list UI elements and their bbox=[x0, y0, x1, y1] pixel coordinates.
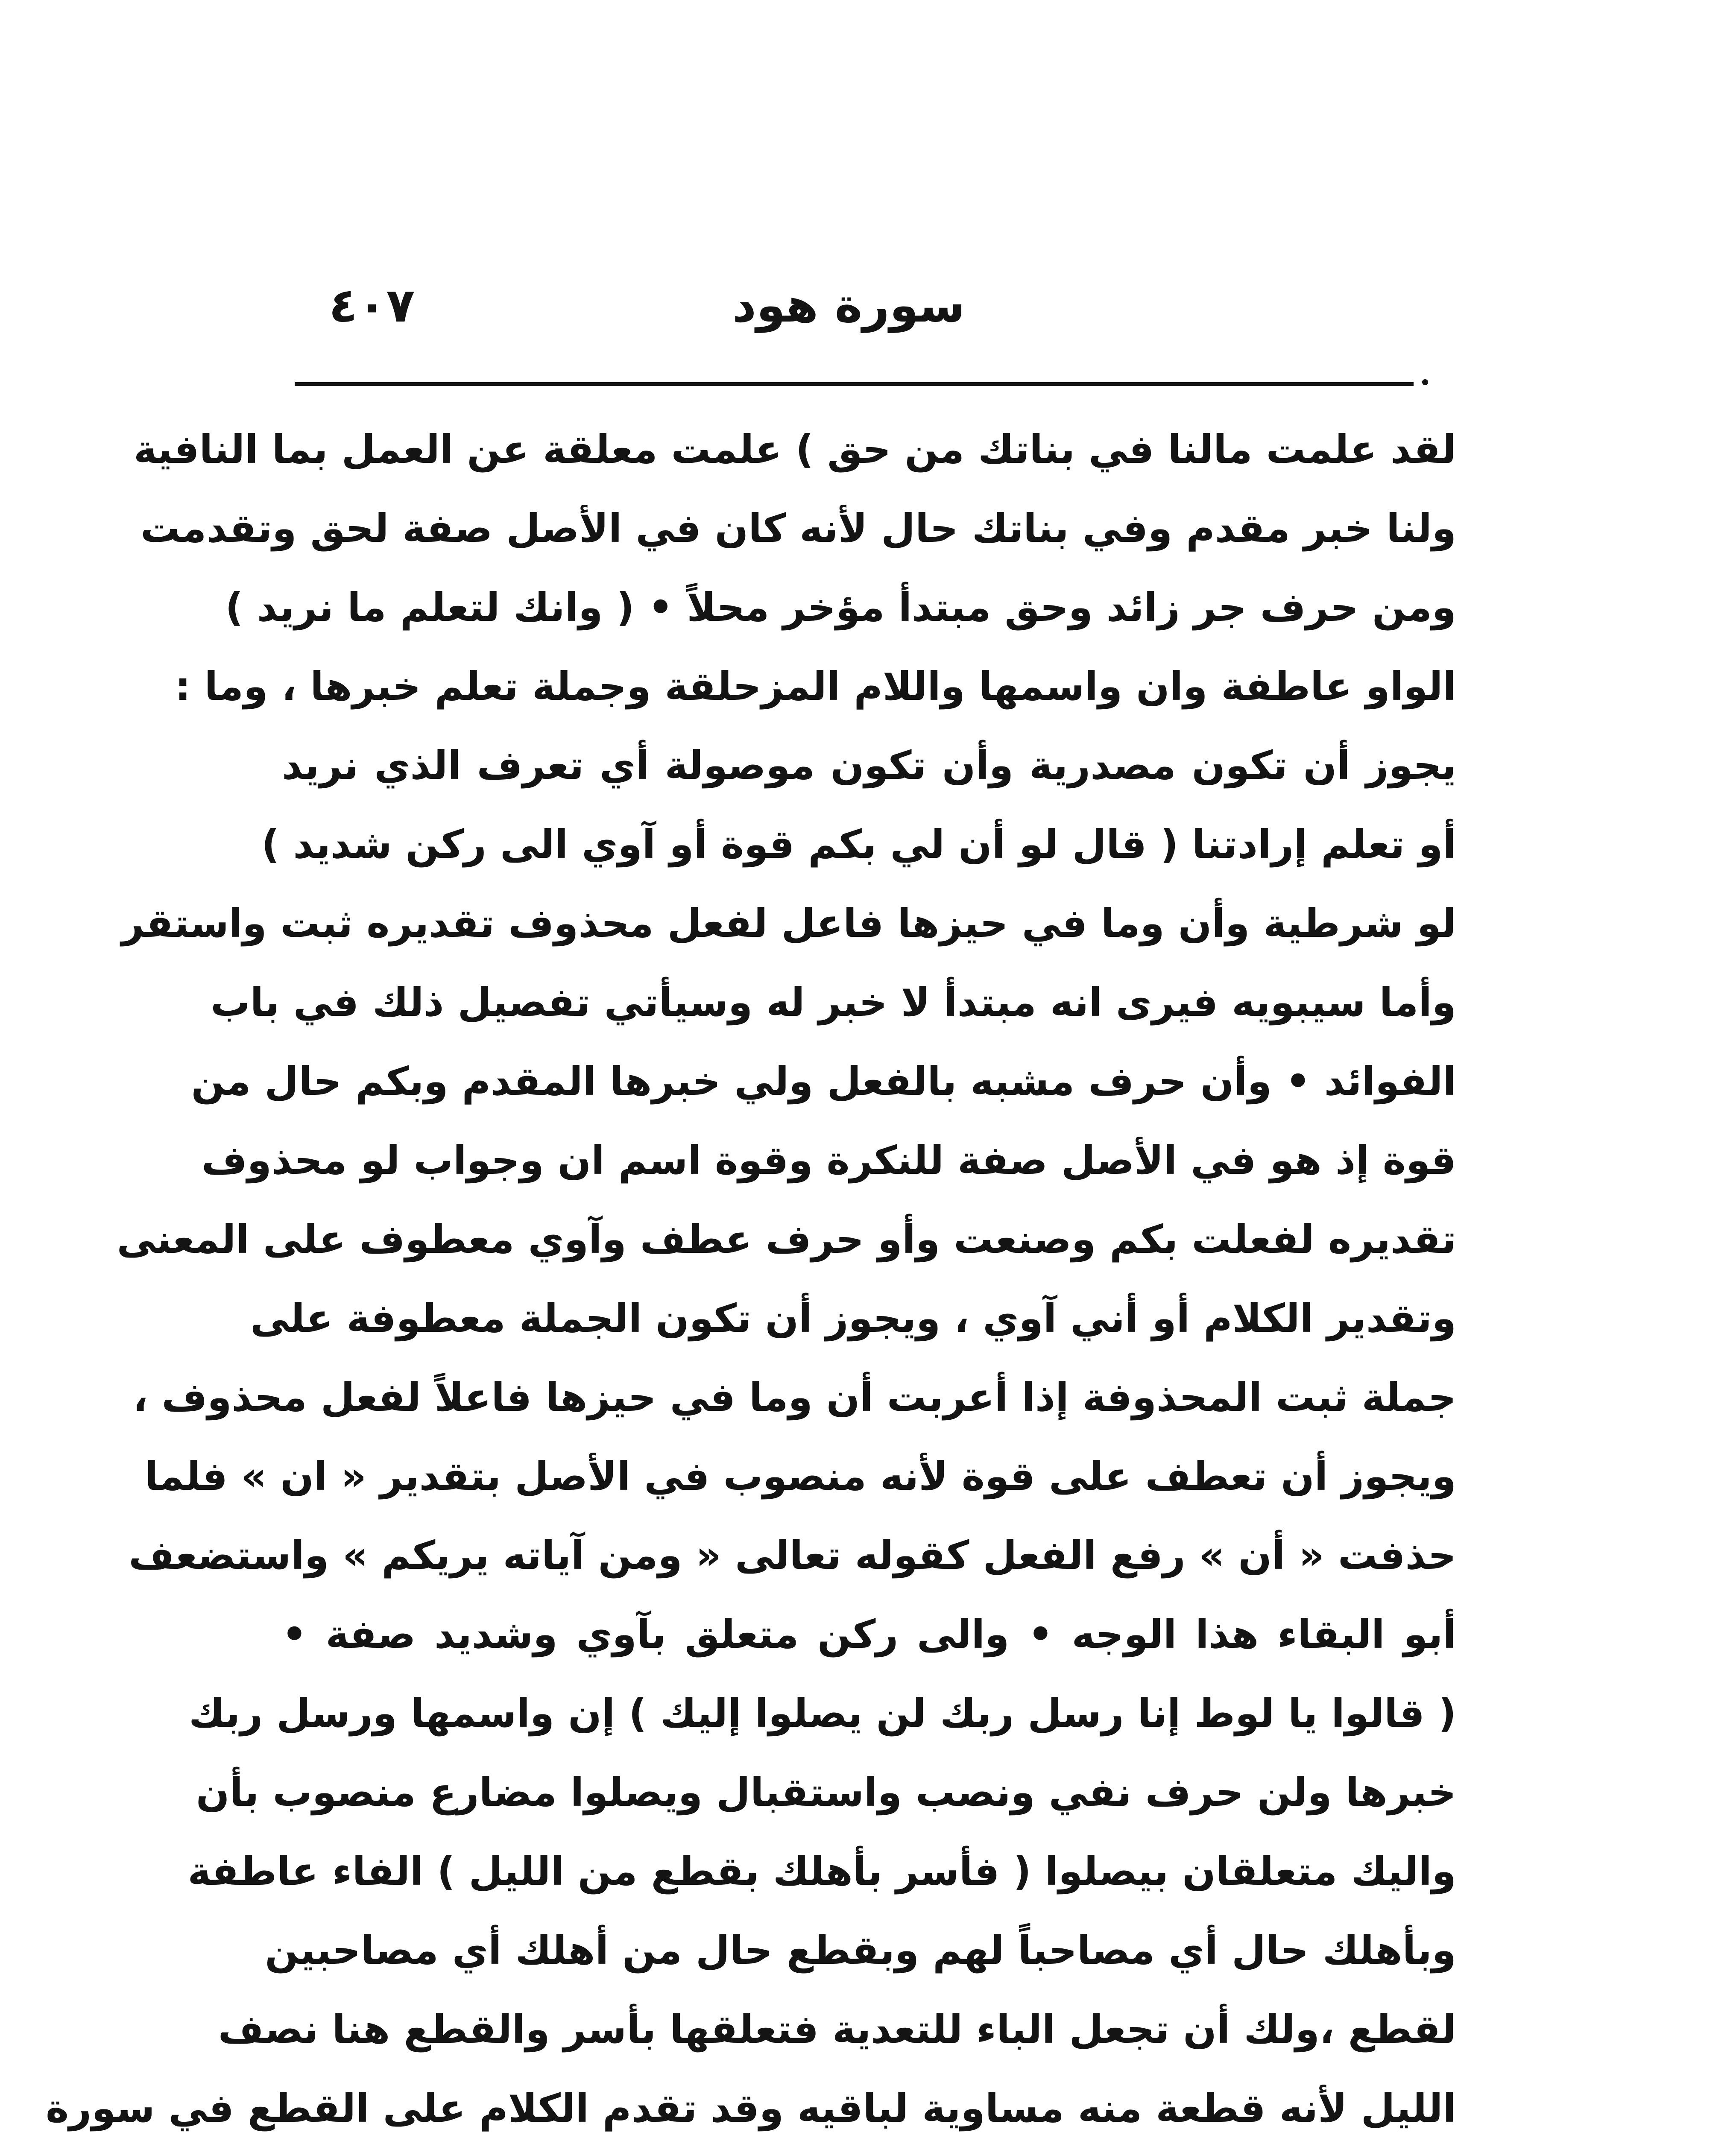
text-line: أبو البقاء هذا الوجه • والى ركن متعلق بآوي وشديد صفة • bbox=[282, 1611, 1456, 1657]
rule-end-dot bbox=[1422, 379, 1428, 385]
header-rule bbox=[295, 382, 1414, 386]
text-line: وبأهلك حال أي مصاحباً لهم وبقطع حال من أهلك أي مصاحبين bbox=[265, 1927, 1456, 1973]
surah-title: سورة هود bbox=[732, 278, 965, 333]
body-text bbox=[45, 410, 1456, 2135]
text-line: جملة ثبت المحذوفة إذا أعربت أن وما في حيزها فاعلاً لفعل محذوف ، bbox=[133, 1375, 1456, 1420]
text-line: ويجوز أن تعطف على قوة لأنه منصوب في الأصل بتقدير « ان » فلما bbox=[144, 1454, 1456, 1499]
text-line: ولنا خبر مقدم وفي بناتك حال لأنه كان في الأصل صفة لحق وتقدمت bbox=[141, 506, 1456, 551]
text-line: وتقدير الكلام أو أني آوي ، ويجوز أن تكون الجملة معطوفة على bbox=[250, 1296, 1456, 1341]
text-line: ( قالوا يا لوط إنا رسل ربك لن يصلوا إليك ) إن واسمها ورسل ربك bbox=[189, 1690, 1456, 1736]
text-line: خبرها ولن حرف نفي ونصب واستقبال ويصلوا مضارع منصوب بأن bbox=[196, 1769, 1456, 1815]
text-line: يجوز أن تكون مصدرية وأن تكون موصولة أي تعرف الذي نريد bbox=[282, 743, 1456, 788]
text-line: الليل لأنه قطعة منه مساوية لباقيه وقد تقدم الكلام على القطع في سورة bbox=[45, 2085, 1456, 2131]
text-line: حذفت « أن » رفع الفعل كقوله تعالى « ومن آياته يريكم » واستضعف bbox=[129, 1533, 1456, 1578]
text-line: لقد علمت مالنا في بناتك من حق ) علمت معلقة عن العمل بما النافية bbox=[133, 427, 1456, 472]
text-line: لو شرطية وأن وما في حيزها فاعل لفعل محذوف تقديره ثبت واستقر bbox=[121, 901, 1456, 946]
page-number: ٤٠٧ bbox=[329, 278, 415, 333]
text-line: أو تعلم إرادتنا ( قال لو أن لي بكم قوة أو آوي الى ركن شديد ) bbox=[261, 822, 1456, 867]
text-line: الفوائد • وأن حرف مشبه بالفعل ولي خبرها المقدم وبكم حال من bbox=[191, 1059, 1456, 1104]
text-line: لقطع ،ولك أن تجعل الباء للتعدية فتعلقها بأسر والقطع هنا نصف bbox=[218, 2006, 1456, 2052]
text-line: ومن حرف جر زائد وحق مبتدأ مؤخر محلاً • ( وانك لتعلم ما نريد ) bbox=[225, 585, 1456, 630]
text-line: تقديره لفعلت بكم وصنعت وأو حرف عطف وآوي معطوف على المعنى bbox=[117, 1217, 1456, 1262]
text-line: الواو عاطفة وان واسمها واللام المزحلقة وجملة تعلم خبرها ، وما : bbox=[175, 664, 1456, 709]
page-header bbox=[282, 256, 1426, 376]
text-line: واليك متعلقان بيصلوا ( فأسر بأهلك بقطع من الليل ) الفاء عاطفة bbox=[187, 1848, 1456, 1894]
text-line: قوة إذ هو في الأصل صفة للنكرة وقوة اسم ان وجواب لو محذوف bbox=[201, 1138, 1456, 1183]
text-line: وأما سيبويه فيرى انه مبتدأ لا خبر له وسيأتي تفصيل ذلك في باب bbox=[211, 980, 1456, 1025]
